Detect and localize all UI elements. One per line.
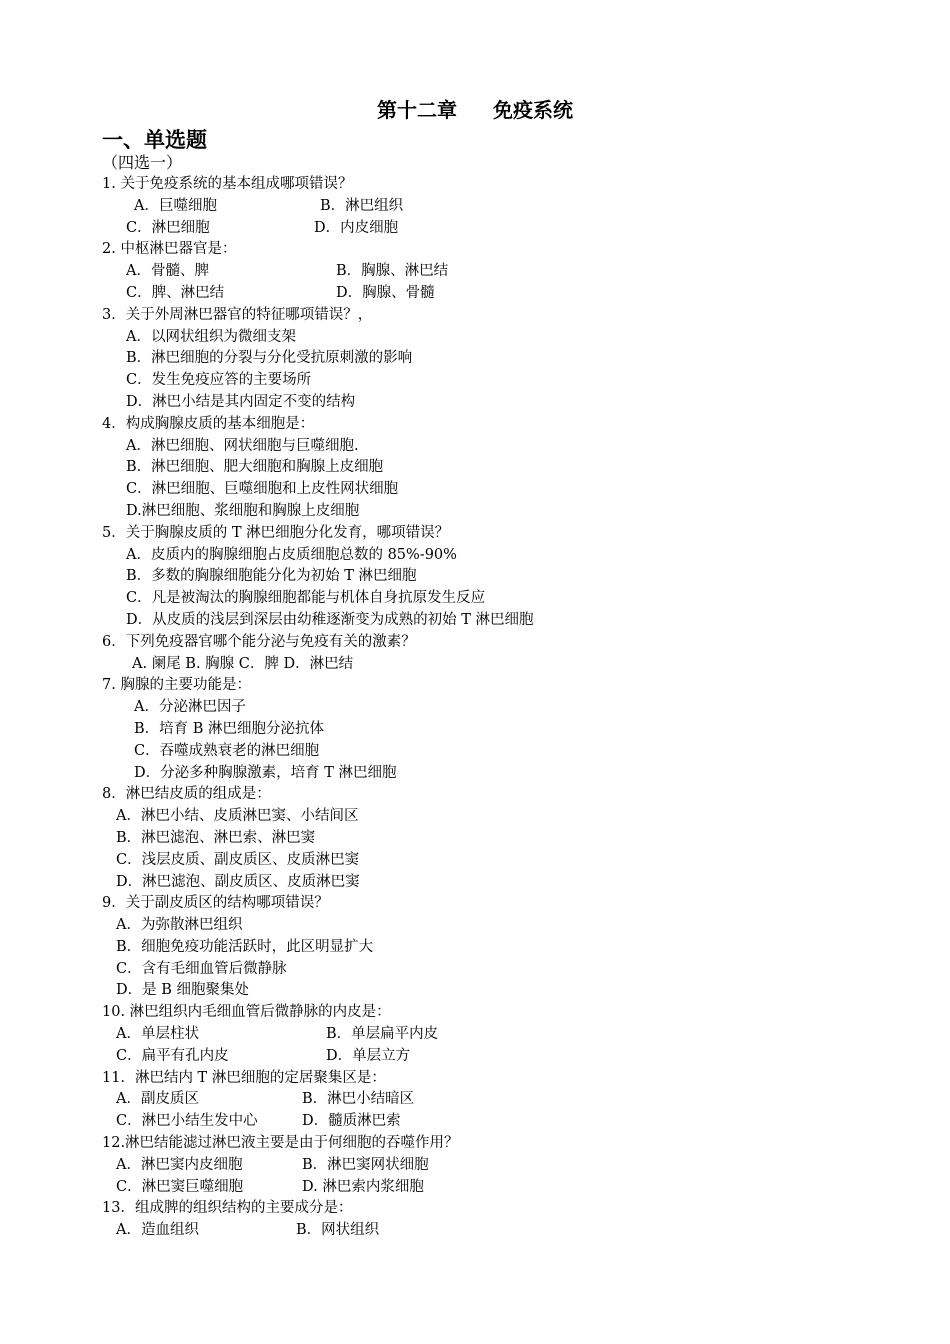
option-row	[102, 915, 902, 937]
option: C．淋巴细胞	[126, 219, 210, 236]
option: B．淋巴细胞、肥大细胞和胸腺上皮细胞	[126, 459, 384, 476]
option-row	[102, 261, 902, 283]
option-row	[102, 1024, 902, 1046]
option-row	[102, 348, 902, 370]
option: A．淋巴窦内皮细胞	[116, 1156, 243, 1173]
option: B．淋巴滤泡、淋巴索、淋巴窦	[116, 829, 316, 846]
option-row	[102, 392, 902, 414]
option: B．多数的胸腺细胞能分化为初始 T 淋巴细胞	[126, 568, 417, 585]
option-row	[102, 588, 902, 610]
option: A．以网状组织为微细支架	[126, 328, 296, 345]
option-row	[102, 959, 902, 981]
option: C．吞噬成熟衰老的淋巴细胞	[134, 742, 320, 759]
option-row	[102, 828, 902, 850]
option: A．皮质内的胸腺细胞占皮质细胞总数的 85%-90%	[126, 546, 457, 563]
option: A．淋巴细胞、网状细胞与巨噬细胞.	[126, 437, 359, 454]
option-row	[102, 1111, 902, 1133]
option: D．淋巴小结是其内固定不变的结构	[126, 393, 356, 410]
option-row	[102, 850, 902, 872]
option: B．淋巴窦网状细胞	[302, 1156, 429, 1173]
option: B．淋巴细胞的分裂与分化受抗原刺激的影响	[126, 350, 413, 367]
question-list	[102, 174, 902, 1242]
option: B．网状组织	[296, 1222, 380, 1239]
question-stem: 1. 关于免疫系统的基本组成哪项错误？	[102, 176, 353, 192]
option-row	[102, 980, 902, 1002]
question-stem: 6．下列免疫器官哪个能分泌与免疫有关的激素？	[102, 633, 416, 650]
option-row	[102, 1046, 902, 1068]
option-row	[102, 872, 902, 894]
option: B．淋巴组织	[320, 197, 404, 214]
option: C．浅层皮质、副皮质区、皮质淋巴窦	[116, 851, 360, 868]
option: D.淋巴细胞、浆细胞和胸腺上皮细胞	[126, 502, 360, 519]
option: A．骨髓、脾	[126, 263, 209, 280]
option-row	[102, 1155, 902, 1177]
question-stem: 9．关于副皮质区的结构哪项错误？	[102, 895, 329, 912]
option-row	[102, 1177, 902, 1199]
option: C．凡是被淘汰的胸腺细胞都能与机体自身抗原发生反应	[126, 590, 486, 607]
question-stem: 10. 淋巴组织内毛细血管后微静脉的内皮是：	[102, 1004, 391, 1021]
option: A．分泌淋巴因子	[134, 699, 246, 716]
question-stem: 8．淋巴结皮质的组成是：	[102, 786, 271, 803]
option: C．扁平有孔内皮	[116, 1047, 229, 1064]
option: B．培育 B 淋巴细胞分泌抗体	[134, 720, 325, 737]
chapter-number: 第十二章	[377, 98, 457, 122]
option-row	[102, 806, 902, 828]
option: A. 阑尾 B. 胸腺 C．脾 D．淋巴结	[132, 655, 354, 672]
option-row	[102, 697, 902, 719]
question-stem: 7. 胸腺的主要功能是：	[102, 677, 251, 694]
question-stem: 13．组成脾的组织结构的主要成分是：	[102, 1200, 353, 1217]
option-row	[102, 654, 902, 676]
question-stem: 4．构成胸腺皮质的基本细胞是：	[102, 415, 315, 432]
option: B．胸腺、淋巴结	[336, 263, 449, 280]
option: C．淋巴小结生发中心	[116, 1113, 258, 1130]
option: C．淋巴细胞、巨噬细胞和上皮性网状细胞	[126, 481, 399, 498]
option: D．单层立方	[326, 1047, 411, 1064]
option-row	[102, 937, 902, 959]
option-row	[102, 545, 902, 567]
option: A．淋巴小结、皮质淋巴窦、小结间区	[116, 808, 359, 825]
option-row	[102, 457, 902, 479]
option: D．分泌多种胸腺激素，培育 T 淋巴细胞	[134, 764, 397, 781]
option: D．胸腺、骨髓	[336, 284, 435, 301]
option: A．造血组织	[116, 1222, 199, 1239]
option: D．内皮细胞	[314, 219, 399, 236]
option-row	[102, 1089, 902, 1111]
option-row	[102, 479, 902, 501]
option: A．单层柱状	[116, 1026, 199, 1043]
question-stem: 5．关于胸腺皮质的 T 淋巴细胞分化发育，哪项错误？	[102, 524, 450, 541]
question-stem: 2. 中枢淋巴器官是：	[102, 241, 237, 258]
option-row	[102, 283, 902, 305]
section-heading: 一、单选题	[102, 128, 207, 152]
option: B．细胞免疫功能活跃时，此区明显扩大	[116, 938, 374, 955]
option: D. 淋巴索内浆细胞	[302, 1178, 424, 1195]
option-row	[102, 741, 902, 763]
option-row	[102, 501, 902, 523]
option: A．副皮质区	[116, 1091, 199, 1108]
option: C．含有毛细血管后微静脉	[116, 960, 287, 977]
chapter-title	[0, 94, 950, 123]
option: B．淋巴小结暗区	[302, 1091, 415, 1108]
question-stem: 12.淋巴结能滤过淋巴液主要是由于何细胞的吞噬作用？	[102, 1135, 459, 1152]
option-row	[102, 719, 902, 741]
option-row	[102, 218, 902, 240]
question-stem: 3．关于外周淋巴器官的特征哪项错误？，	[102, 306, 373, 323]
question-stem: 11．淋巴结内 T 淋巴细胞的定居聚集区是：	[102, 1069, 386, 1086]
option-row	[102, 763, 902, 785]
option: D．是 B 细胞聚集处	[116, 982, 249, 999]
option: D．淋巴滤泡、副皮质区、皮质淋巴窦	[116, 873, 360, 890]
option: C．淋巴窦巨噬细胞	[116, 1178, 244, 1195]
option: B．单层扁平内皮	[326, 1026, 439, 1043]
subsection-heading: （四选一）	[102, 153, 183, 172]
chapter-name: 免疫系统	[493, 98, 573, 122]
option: D．从皮质的浅层到深层由幼稚逐渐变为成熟的初始 T 淋巴细胞	[126, 611, 534, 628]
option-row	[102, 566, 902, 588]
option: C．发生免疫应答的主要场所	[126, 372, 312, 389]
option-row	[102, 327, 902, 349]
option: A．为弥散淋巴组织	[116, 917, 243, 934]
option-row	[102, 1220, 902, 1242]
option: D．髓质淋巴索	[302, 1113, 401, 1130]
option: C．脾、淋巴结	[126, 284, 225, 301]
option-row	[102, 370, 902, 392]
option-row	[102, 436, 902, 458]
option-row	[102, 196, 902, 218]
option: A．巨噬细胞	[134, 197, 217, 214]
option-row	[102, 610, 902, 632]
